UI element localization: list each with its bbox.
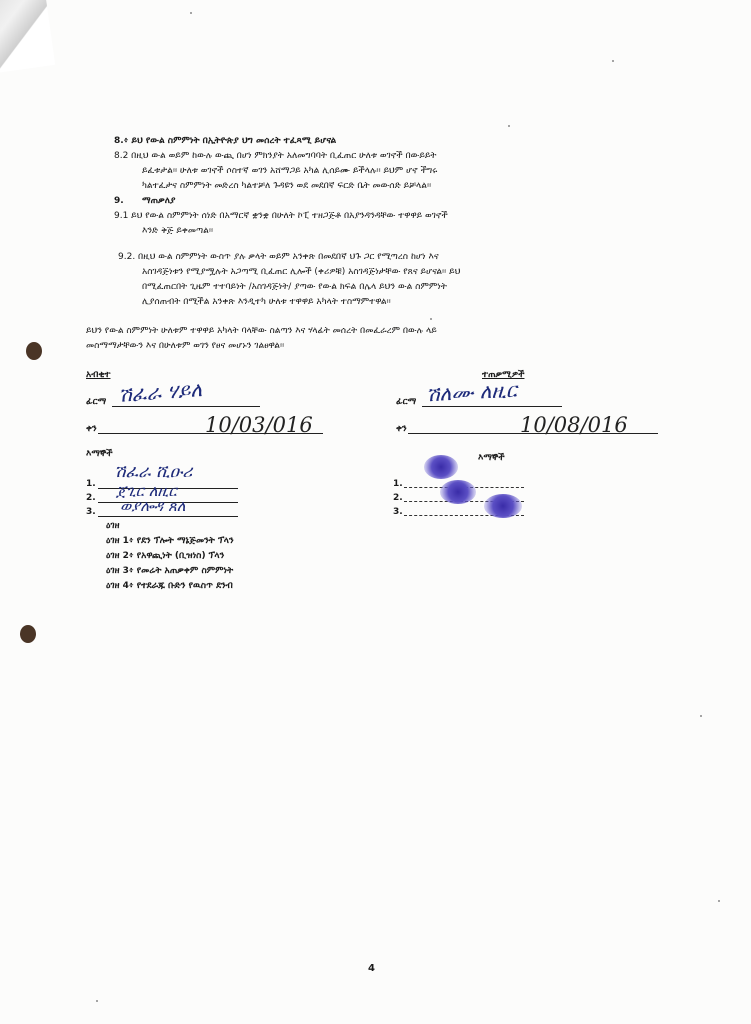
witness-number: 1. — [393, 479, 403, 489]
right-date: 10/08/016 — [520, 413, 628, 437]
right-date-label: ቀን — [396, 424, 407, 434]
clause-8-2-line: ይፈቱታል፡፡ ሁለቱ ወገኖች ሶስተኛ ወገን አሸማጋይ አካል ሊሰይሙ ይችላሉ፡፡ ይህም ሆኖ ችግሩ — [142, 166, 438, 176]
witness-signature: ወያሎዳ ጸለ — [120, 497, 186, 515]
annex-title: ዕገዘ — [106, 521, 120, 531]
clause-9-number: 9. — [114, 196, 124, 206]
clause-9-2-line: 9.2. በዚህ ውል ስምምነት ውስጥ ያሉ ቃላት ወይም አንቀጽ በመደበኛ ህጉ ጋር የሚጣረስ ከሆነ እና — [118, 252, 439, 262]
annex-item: ዕገዘ 2፥ የአዋጪነት (ቢዝነስ) ፕላን — [106, 551, 225, 561]
thumbprint — [440, 480, 476, 504]
left-witnesses-title: እማኞች — [86, 449, 113, 459]
witness-number: 3. — [86, 507, 96, 517]
speck — [718, 900, 720, 902]
witness-number: 1. — [86, 479, 96, 489]
speck — [700, 715, 702, 717]
witness-signature: ጀጊር ለዚር — [116, 482, 177, 500]
thumbprint — [424, 455, 458, 479]
clause-9-2-line: በሚፈጠርበት ጊዜም ተተባይነት /አስገዳጅነት/ ያጣው የውል ክፍል በሌላ ይህን ውል ስምምነት — [142, 282, 447, 292]
clause-8-2-line: ካልተፈታና ስምምነት መድረስ ካልተቻለ ጉዳዩን ወደ መደበኛ ፍርድ ቤት መውሰድ ይቻላል፡፡ — [142, 181, 432, 191]
clause-8-1: 8.፥ ይህ የውል ስምምነት በኢትዮጵያ ህግ መሰረት ተፈጻሚ ይሆናል — [114, 136, 337, 146]
witness-number: 2. — [86, 493, 96, 503]
closing-statement: መስማማታቸውን እና በሁለቱም ወገን የፀና መሆኑን ገልፀዋል፡፡ — [86, 341, 285, 351]
speck — [508, 125, 510, 127]
left-date-label: ቀን — [86, 424, 97, 434]
folded-corner — [0, 0, 55, 74]
punch-hole — [20, 625, 36, 643]
punch-hole — [26, 342, 42, 360]
left-party-title: አብቂተ — [86, 370, 111, 380]
signature-line — [422, 406, 562, 407]
speck — [190, 12, 192, 14]
speck — [612, 60, 614, 62]
clause-9-2-line: አስገዳጅነቱን የሚያሟሉት አጋጣሚ ቢፈጠር ሊሎች (ቀሪዎቹ) አስገዳጅነታቸው የጸና ይሆናል፡፡ ይህ — [142, 267, 461, 277]
left-signature: ሽፈራ ሃይለ — [117, 377, 203, 407]
left-date: 10/03/016 — [205, 413, 313, 437]
witness-line — [98, 516, 238, 517]
speck — [96, 1000, 98, 1002]
witness-signature: ሽፈራ ሺዑሪ — [114, 462, 193, 482]
annex-item: ዕገዘ 4፥ የተደራጁ ቡድን የዉስጥ ደንብ — [106, 581, 233, 591]
signature-line — [112, 406, 260, 407]
right-signature: ሽለሙ ለዚር — [425, 377, 518, 407]
right-party-title: ተጠቃሚዎች — [482, 370, 525, 380]
right-sign-label: ፊርማ — [396, 397, 417, 407]
right-witnesses-title: እማኞች — [478, 453, 505, 463]
closing-statement: ይህን የውል ስምምነት ሁለቱም ተዋዋይ አካላት ባላቸው ስልጣን እና ሃላፊት መሰረት በመፈራረም በውሉ ላይ — [86, 326, 437, 336]
speck — [430, 318, 432, 320]
annex-item: ዕገዘ 3፥ የመሬት አጠቃቀም ስምምነት — [106, 566, 234, 576]
clause-9-2-line: ሊያሰጠብት በሚችል አንቀጽ እንዲተካ ሁለቱ ተዋዋይ አካላት ተስማምተዋል፡፡ — [142, 297, 391, 307]
clause-9-title: ማጠቃለያ — [142, 196, 176, 206]
clause-9-1-line: እንድ ቅጅ ይቀመጣል፡፡ — [142, 226, 214, 236]
annex-item: ዕገዘ 1፥ የደን ፕሎት ማኔጅመንት ፕላን — [106, 536, 234, 546]
thumbprint — [484, 494, 522, 518]
clause-8-2-line: 8.2 በዚህ ውል ወይም ከውሉ ውጪ በሆነ ምክንያት አለመግባባት ቢፈጠር ሁለቱ ወገኖች በውይይት — [114, 151, 437, 161]
left-sign-label: ፊርማ — [86, 397, 107, 407]
witness-number: 2. — [393, 493, 403, 503]
witness-number: 3. — [393, 507, 403, 517]
page-number: 4 — [368, 963, 375, 974]
clause-9-1-line: 9.1 ይህ የውል ስምምነት ሰነድ በአማርኛ ቋንቋ በሁለት ኮፒ ተዘጋጅቶ በአያንዳንዳቸው ተዋዋይ ወገኖች — [114, 211, 448, 221]
